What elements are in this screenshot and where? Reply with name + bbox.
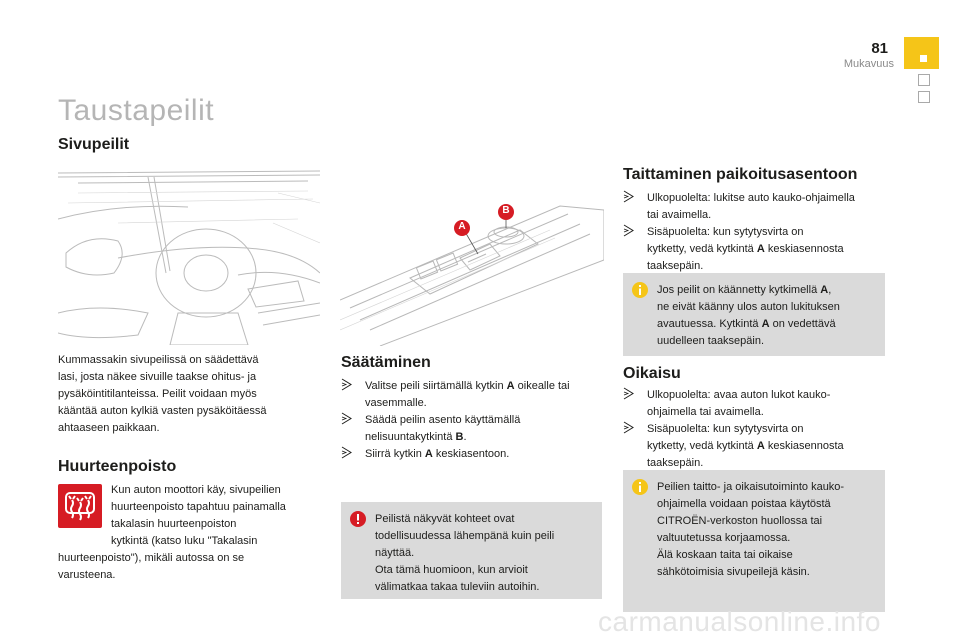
list-item [341, 378, 606, 412]
info-note-fold [623, 273, 885, 356]
defrost-paragraph-indented [111, 482, 286, 550]
note-text: CITROËN-verkoston huollossa tai [657, 515, 823, 527]
adjust-steps-list [341, 378, 606, 463]
check-box-arrow-icon [341, 412, 352, 431]
warning-line: Peilistä näkyvät kohteet ovat [375, 513, 515, 525]
check-box-arrow-icon [623, 190, 634, 209]
dashboard-mirror-illustration [58, 163, 320, 345]
list-item [341, 446, 606, 463]
note-text: avautuessa. Kytkintä [657, 318, 762, 330]
chapter-tab[interactable] [904, 37, 939, 69]
bullet-text: . [463, 431, 467, 443]
check-box-arrow-icon [623, 387, 634, 406]
page-number: 81 [871, 40, 888, 57]
bullet-text: taaksepäin. [647, 260, 704, 272]
bullet-bold: A [424, 448, 433, 460]
note-text: , [828, 284, 832, 296]
note-text: Älä koskaan taita tai oikaise [657, 549, 793, 561]
bullet-text: kytketty, vedä kytkintä [647, 440, 757, 452]
intro-line: ahtaaseen paikkaan. [58, 422, 160, 434]
bullet-text: Säädä peilin asento käyttämällä [365, 414, 521, 426]
intro-line: kääntää auton kylkiä vasten pysäköitäessä [58, 405, 267, 417]
unfold-steps-list [623, 387, 888, 472]
note-text: valtuutetussa korjaamossa. [657, 532, 791, 544]
bullet-text: nelisuuntakytkintä [365, 431, 456, 443]
note-text: Jos peilit on käännetty kytkimellä [657, 284, 821, 296]
bullet-text: Valitse peili siirtämällä kytkin [365, 380, 507, 392]
list-item [623, 224, 888, 275]
info-icon [632, 479, 648, 495]
check-box-arrow-icon [623, 421, 634, 440]
warning-line: todellisuudessa lähempänä kuin peili [375, 530, 555, 542]
bullet-bold: A [506, 380, 515, 392]
bullet-text: Siirrä kytkin [365, 448, 425, 460]
note-bold: A [820, 284, 829, 296]
note-text: ohjaimella voidaan poistaa käytöstä [657, 498, 831, 510]
section-heading-huurteenpoisto: Huurteenpoisto [58, 458, 177, 475]
chapter-tab-empty[interactable] [918, 91, 930, 103]
bullet-text: taaksepäin. [647, 457, 704, 469]
defrost-line: huurteenpoisto tapahtuu painamalla [111, 501, 286, 513]
defrost-line: takalasin huurteenpoiston [111, 518, 237, 530]
label-a-text: A [458, 221, 466, 232]
intro-line: pysäköintitilanteissa. Peilit voidaan myös [58, 388, 257, 400]
bullet-text: ohjaimella tai avaimella. [647, 406, 764, 418]
fold-steps-list [623, 190, 888, 275]
info-note-unfold [623, 470, 885, 612]
warning-line: näyttää. [375, 547, 415, 559]
bullet-text: Sisäpuolelta: kun sytytysvirta on [647, 423, 804, 435]
section-heading-oikaisu: Oikaisu [623, 365, 681, 382]
warning-note [341, 502, 602, 599]
note-text: Peilien taitto- ja oikaisutoiminto kauko- [657, 481, 845, 493]
defrost-line: Kun auton moottori käy, sivupeilien [111, 484, 281, 496]
section-heading-taittaminen: Taittaminen paikoitusasentoon [623, 166, 858, 183]
bullet-text: tai avaimella. [647, 209, 712, 221]
note-bold: A [761, 318, 770, 330]
bullet-text: keskiasennosta [764, 440, 844, 452]
intro-line: Kummassakin sivupeilissä on säädettävä [58, 354, 259, 366]
bullet-bold: A [756, 440, 765, 452]
bullet-text: keskiasennosta [764, 243, 844, 255]
bullet-text: vasemmalle. [365, 397, 427, 409]
bullet-text: Sisäpuolelta: kun sytytysvirta on [647, 226, 804, 238]
rear-defrost-icon [58, 484, 102, 528]
mirror-switch-panel-illustration [340, 200, 604, 346]
list-item [623, 190, 888, 224]
label-b-text: B [502, 205, 510, 216]
check-box-arrow-icon [623, 224, 634, 243]
defrost-line: huurteenpoisto"), mikäli autossa on se [58, 552, 245, 564]
note-text: uudelleen taaksepäin. [657, 335, 765, 347]
bullet-text: keskiasentoon. [432, 448, 510, 460]
chapter-tab-empty[interactable] [918, 74, 930, 86]
bullet-text: oikealle tai [514, 380, 570, 392]
warning-line: Ota tämä huomioon, kun arvioit [375, 564, 528, 576]
note-text: on vedettävä [769, 318, 836, 330]
bullet-text: Ulkopuolelta: avaa auton lukot kauko- [647, 389, 831, 401]
check-box-arrow-icon [341, 378, 352, 397]
defrost-paragraph-full [58, 550, 244, 584]
check-box-arrow-icon [341, 446, 352, 465]
defrost-line: kytkintä (katso luku "Takalasin [111, 535, 258, 547]
list-item [623, 421, 888, 472]
list-item [623, 387, 888, 421]
page-title: Taustapeilit [58, 94, 215, 127]
section-heading-sivupeilit: Sivupeilit [58, 136, 130, 153]
section-heading-saataminen: Säätäminen [341, 354, 431, 371]
watermark: carmanualsonline.info [598, 606, 881, 637]
section-label: Mukavuus [843, 58, 894, 70]
defrost-line: varusteena. [58, 569, 116, 581]
warning-icon [350, 511, 366, 527]
note-text: sähkötoimisia sivupeilejä käsin. [657, 566, 810, 578]
note-text: ne eivät käänny ulos auton lukituksen [657, 301, 840, 313]
info-icon [632, 282, 648, 298]
list-item [341, 412, 606, 446]
intro-paragraph [58, 352, 267, 437]
bullet-bold: A [756, 243, 765, 255]
warning-line: välimatkaa takaa tuleviin autoihin. [375, 581, 540, 593]
bullet-bold: B [455, 431, 464, 443]
bullet-text: Ulkopuolelta: lukitse auto kauko-ohjaimella [647, 192, 855, 204]
intro-line: lasi, josta näkee sivuille taakse ohitus- ja [58, 371, 257, 383]
bullet-text: kytketty, vedä kytkintä [647, 243, 757, 255]
